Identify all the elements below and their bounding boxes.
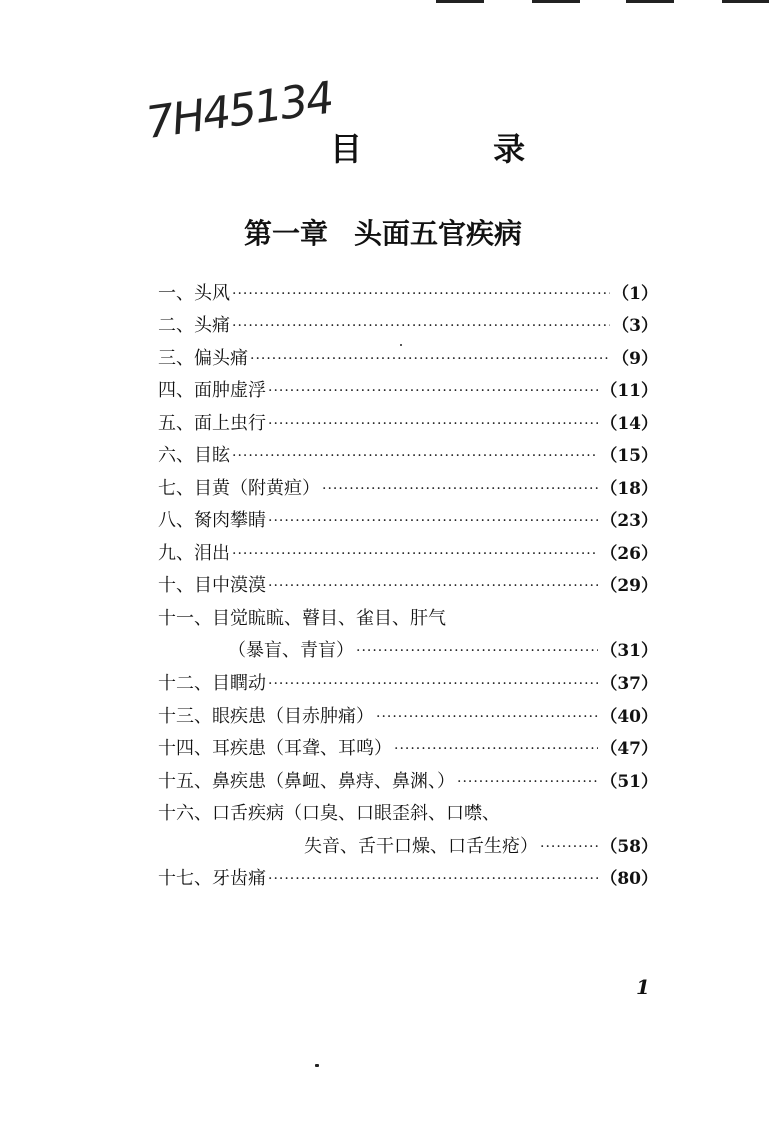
- leader-dots: [232, 441, 598, 471]
- toc-entry-page: （9）: [612, 349, 658, 369]
- toc-entry-label: 六、目眩: [158, 445, 230, 466]
- page-number: 1: [636, 975, 650, 999]
- toc-entry-page: （31）: [600, 641, 658, 661]
- toc-entry-page: （26）: [600, 544, 658, 564]
- toc-entry-label: 十一、目觉䀮䀮、瞽目、雀目、肝气: [158, 608, 446, 629]
- chapter-number: 第一章: [244, 217, 329, 250]
- toc-entry-label: 十七、牙齿痛: [158, 868, 266, 889]
- toc-entry: [158, 669, 658, 699]
- toc-entry: [304, 832, 658, 862]
- leader-dots: [322, 474, 598, 504]
- leader-dots: [232, 279, 610, 309]
- toc-entry-page: （29）: [600, 576, 658, 596]
- toc-entry-label: 十五、鼻疾患（鼻衄、鼻痔、鼻渊、）: [158, 771, 455, 792]
- toc-entry-label: 七、目黄（附黄疸）: [158, 478, 320, 499]
- toc-entry-label: 八、胬肉攀睛: [158, 510, 266, 531]
- toc-entry-page: （11）: [600, 381, 658, 401]
- leader-dots: [268, 571, 598, 601]
- leader-dots: [268, 376, 598, 406]
- toc-entry-page: （51）: [600, 772, 658, 792]
- leader-dots: [232, 311, 610, 341]
- toc-entry-label: （暴盲、青盲）: [228, 640, 354, 661]
- toc-entry: [158, 474, 658, 504]
- toc-entry-page: （58）: [600, 837, 658, 857]
- toc-entry: [228, 636, 658, 666]
- leader-dots: [268, 864, 598, 894]
- toc-entry: [158, 571, 658, 601]
- toc-entry-label: 五、面上虫行: [158, 413, 266, 434]
- toc-entry-page: （3）: [612, 316, 658, 336]
- toc-entry-label: 三、偏头痛: [158, 348, 248, 369]
- toc-entry-page: （80）: [600, 869, 658, 889]
- toc-entry: [158, 539, 658, 569]
- toc-entry: [158, 279, 658, 309]
- toc-entry-label: 十四、耳疾患（耳聋、耳鸣）: [158, 738, 392, 759]
- leader-dots: [268, 409, 598, 439]
- toc-entry: [158, 604, 658, 634]
- toc-entry: [158, 799, 658, 829]
- leader-dots: [268, 506, 598, 536]
- toc-entry-page: （40）: [600, 707, 658, 727]
- toc-entry-page: （15）: [600, 446, 658, 466]
- toc-entry-page: （37）: [600, 674, 658, 694]
- toc-entry-page: （14）: [600, 414, 658, 434]
- toc-entry: [158, 506, 658, 536]
- leader-dots: [376, 702, 598, 732]
- toc-entry-page: （18）: [600, 479, 658, 499]
- toc-entry-page: （47）: [600, 739, 658, 759]
- toc-entry: [158, 734, 658, 764]
- toc-entry-label: 十六、口舌疾病（口臭、口眼歪斜、口噤、: [158, 803, 500, 824]
- toc-entry-page: （1）: [612, 284, 658, 304]
- toc-entry-label: 失音、舌干口燥、口舌生疮）: [304, 836, 538, 857]
- leader-dots: [394, 734, 598, 764]
- toc-entry: [158, 376, 658, 406]
- scan-speck: [315, 1064, 319, 1067]
- leader-dots: [250, 344, 610, 374]
- toc-entry-page: （23）: [600, 511, 658, 531]
- toc-entry-label: 四、面肿虚浮: [158, 380, 266, 401]
- page-title: 目 录: [330, 130, 586, 168]
- toc-entry: [158, 409, 658, 439]
- scan-speck: [400, 344, 402, 346]
- leader-dots: [457, 767, 598, 797]
- toc-entry-label: 十、目中漠漠: [158, 575, 266, 596]
- toc-entry-label: 十三、眼疾患（目赤肿痛）: [158, 706, 374, 727]
- toc-entry-label: 二、头痛: [158, 315, 230, 336]
- leader-dots: [356, 636, 598, 666]
- leader-dots: [232, 539, 598, 569]
- toc-entry-label: 十二、目瞤动: [158, 673, 266, 694]
- toc-entry-label: 一、头风: [158, 283, 230, 304]
- chapter-name: 头面五官疾病: [354, 217, 523, 250]
- toc-entry: [158, 864, 658, 894]
- toc-entry: [158, 702, 658, 732]
- leader-dots: [540, 832, 598, 862]
- toc-entry: [158, 767, 658, 797]
- toc-entry: [158, 441, 658, 471]
- toc-entry: [158, 344, 658, 374]
- toc-entry-label: 九、泪出: [158, 543, 230, 564]
- leader-dots: [268, 669, 598, 699]
- handwritten-catalog-number: 7H45134: [142, 72, 336, 149]
- toc-entry: [158, 311, 658, 341]
